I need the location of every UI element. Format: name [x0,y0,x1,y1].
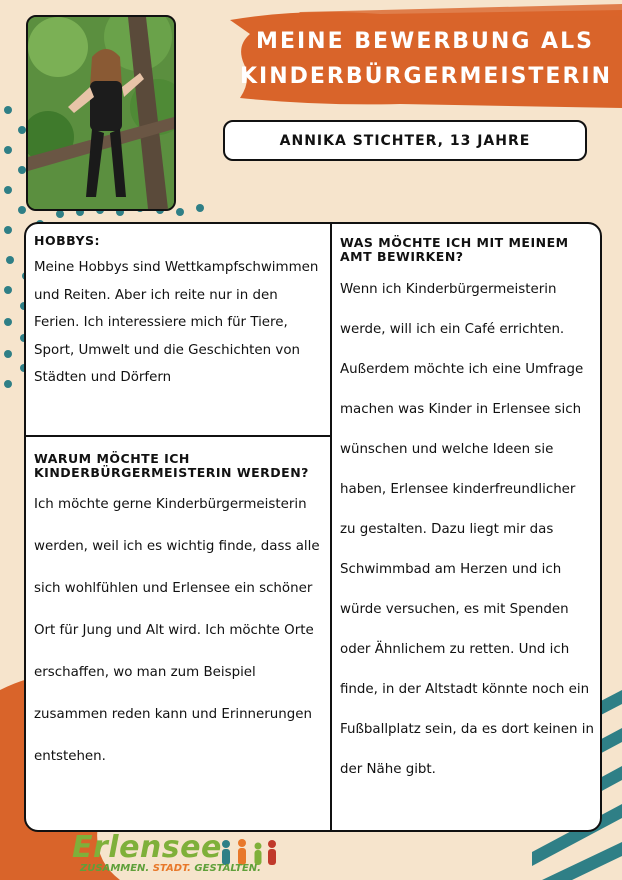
warum-text: Ich möchte gerne Kinderbürgermeisterin werden, weil ich es wichtig finde, dass alle sich wohlfühlen und Erlensee ein schöner Ort für Jung und Alt wird. Ich möchte Orte erschaffen, wo man zum Beispiel zusammen reden kann und Erinnerungen entstehen. [34,497,320,764]
content-card [24,222,602,832]
warum-section [34,452,326,778]
profile-photo [26,15,176,211]
logo-name: Erlensee [72,830,222,865]
title-line-1: MEINE BEWERBUNG ALS [256,29,594,54]
column-divider [330,224,332,830]
photo-illustration [28,17,174,209]
title-line-2: KINDERBÜRGERMEISTERIN [240,64,612,89]
logo-slogan [80,863,261,874]
slogan-part-1: ZUSAMMEN. [80,863,150,874]
candidate-name-box [223,120,587,161]
erlensee-logo [72,830,332,878]
row-divider [26,435,331,437]
was-section [340,236,594,790]
hobbys-text: Meine Hobbys sind Wettkampfschwimmen und Reiten. Aber ich reite nur in den Ferien. Ich interessiere mich für Tiere, Sport, Umwelt und die Geschichten von Städten und Dörfern [34,260,319,385]
slogan-part-3: GESTALTEN. [194,863,261,874]
was-title: WAS MÖCHTE ICH MIT MEINEM AMT BEWIRKEN? [340,235,569,264]
was-text: Wenn ich Kinderbürgermeisterin werde, will ich ein Café errichten. Außerdem möchte ich eine Umfrage machen was Kinder in Erlensee sich wünschen und welche Ideen sie haben, Erlensee kinderfreundlicher zu gestalten. Dazu liegt mir das Schwimmbad am Herzen und ich würde versuchen, es mit Spenden oder Ähnlichem zu retten. Und ich finde, in der Altstadt könnte noch ein Fußballplatz sein, da es dort keinen in der Nähe gibt. [340,282,594,777]
hobbys-section [34,234,326,392]
candidate-name: ANNIKA STICHTER, 13 JAHRE [279,132,531,149]
page-title [240,24,610,94]
slogan-part-2: STADT. [152,863,191,874]
hobbys-title: HOBBYS: [34,233,101,248]
warum-title: WARUM MÖCHTE ICH KINDERBÜRGERMEISTERIN WERDEN? [34,451,309,480]
